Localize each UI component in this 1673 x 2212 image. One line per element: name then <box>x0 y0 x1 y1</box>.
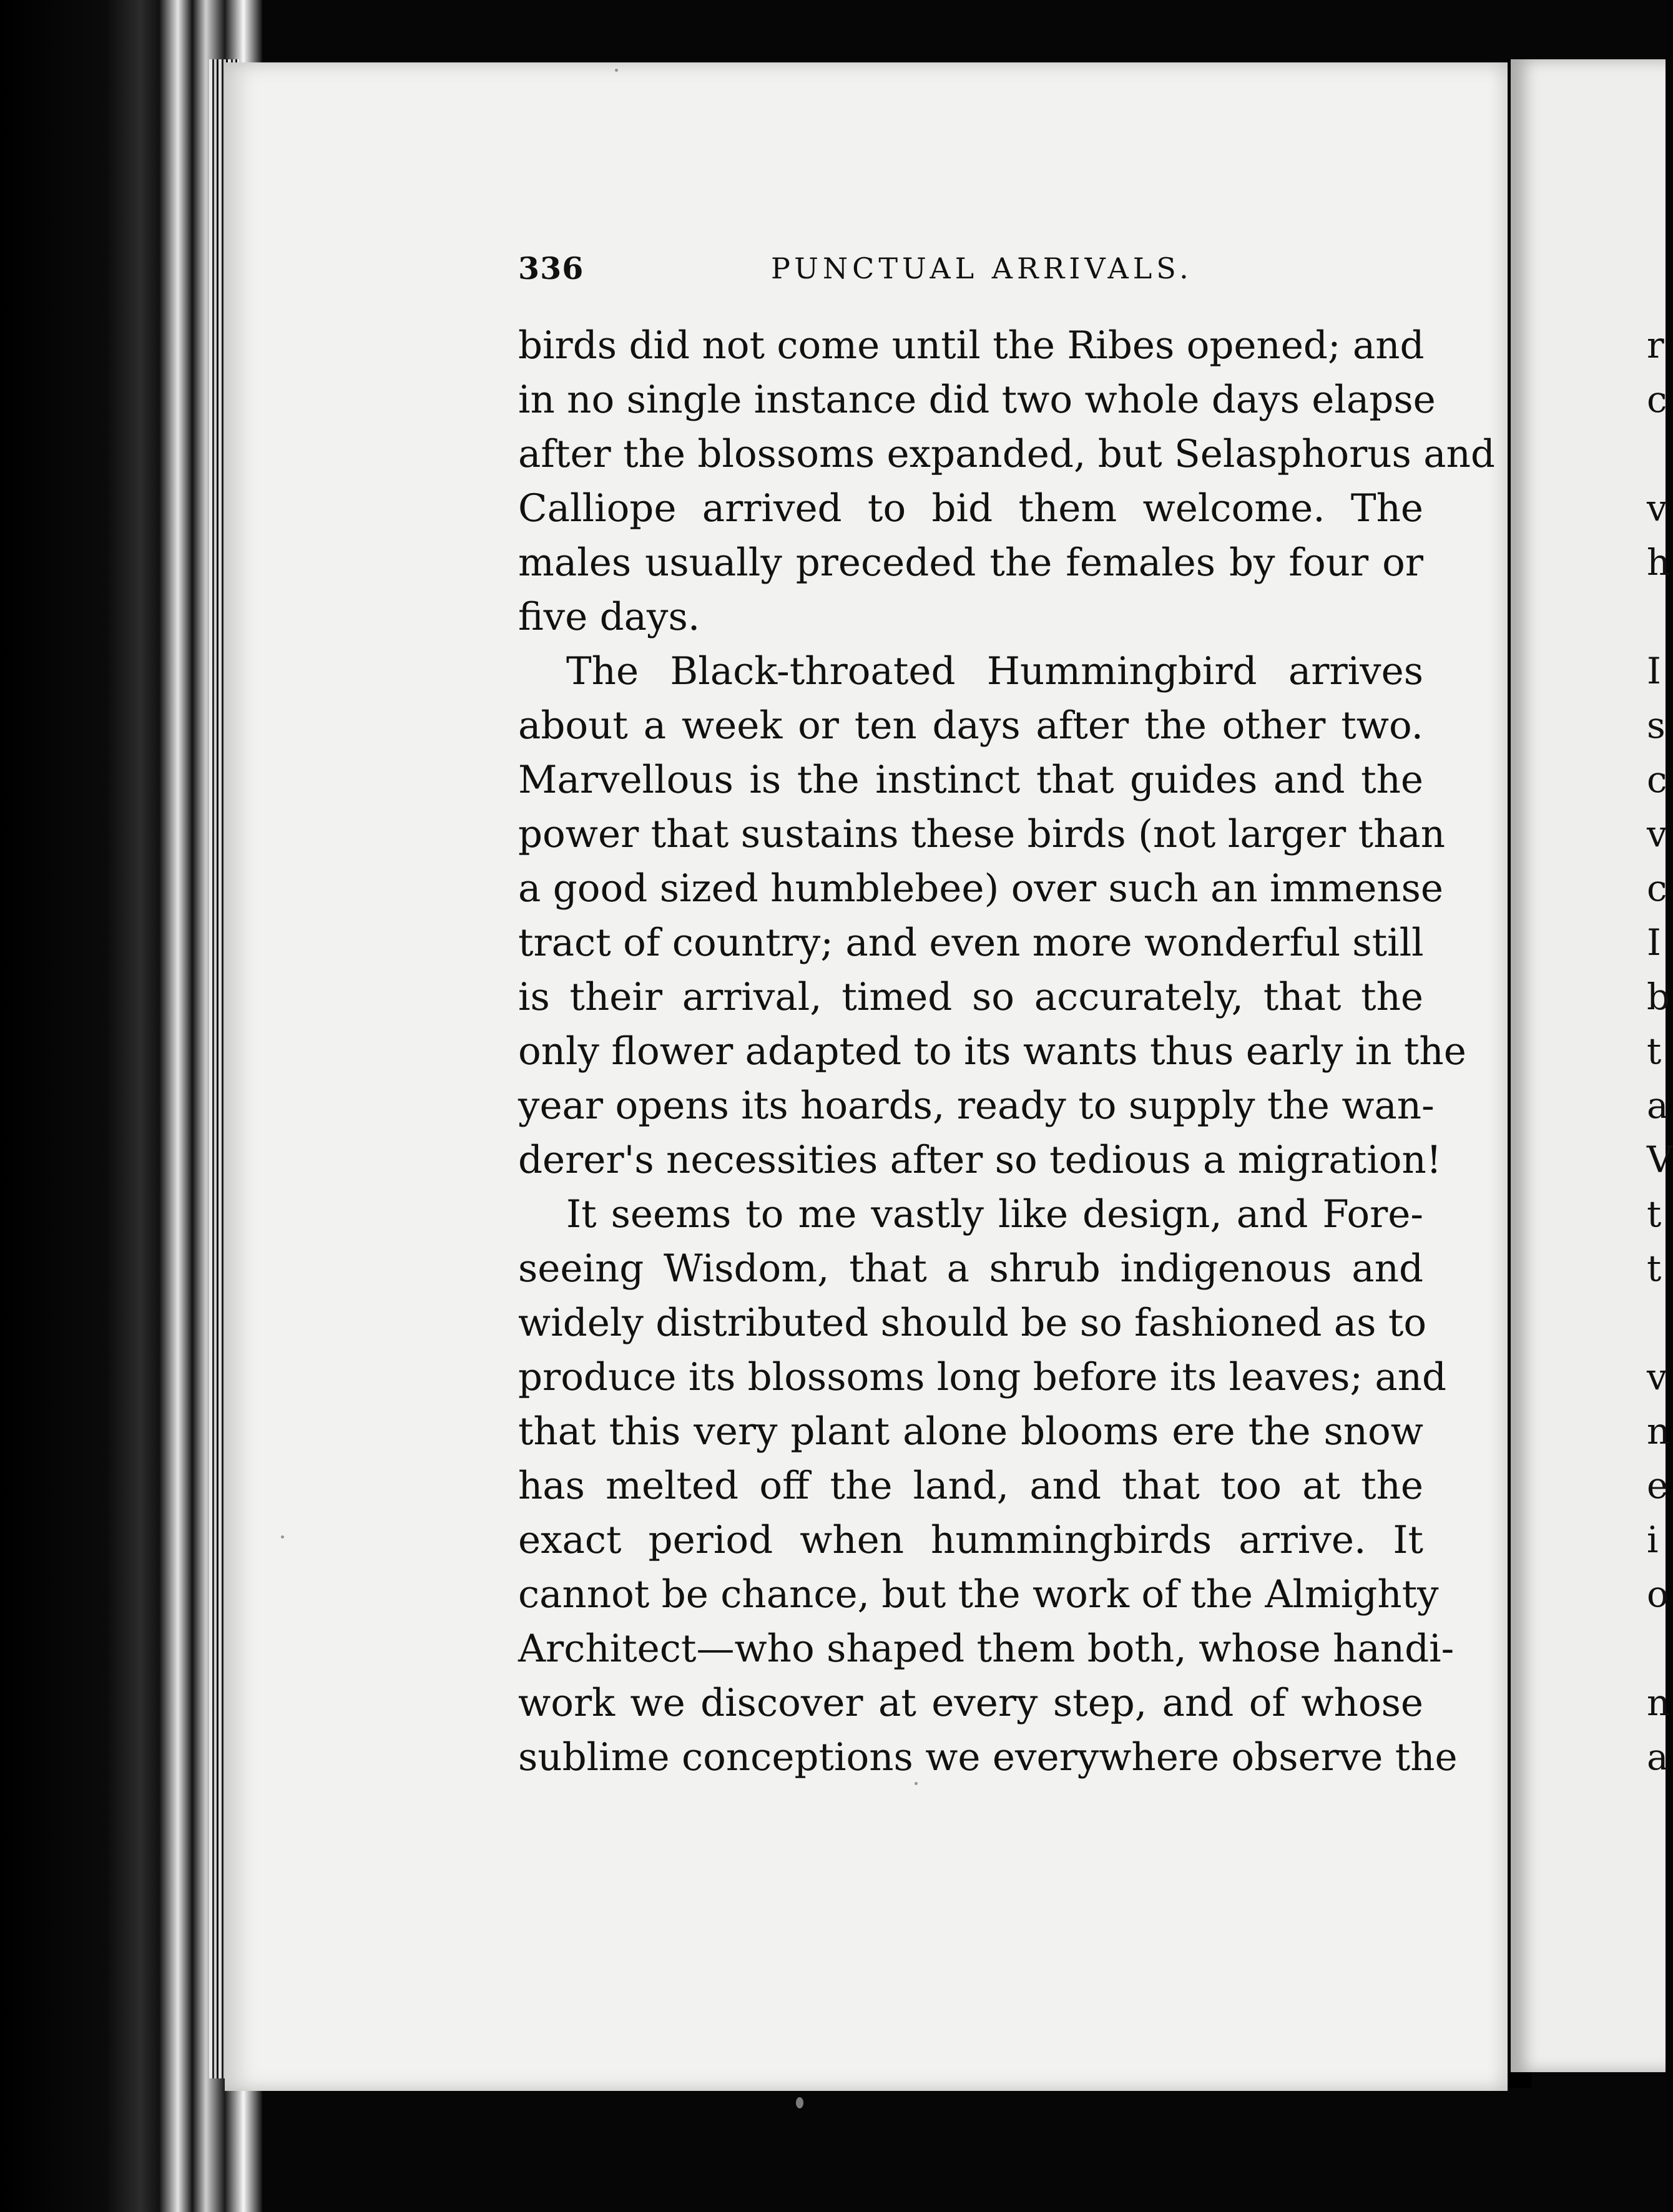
text-line: power that sustains these birds (not larger than <box>518 812 1446 856</box>
text-line: after the blossoms expanded, but Selasphorus and <box>518 432 1495 476</box>
right-page-fragment: v <box>1647 813 1667 855</box>
right-page-fragment: r <box>1647 324 1664 366</box>
right-page-fragment: i <box>1647 1519 1659 1561</box>
right-page-fragment: t <box>1647 1193 1662 1235</box>
text-line: tract of country; and even more wonderful still <box>518 921 1424 965</box>
running-title: PUNCTUAL ARRIVALS. <box>771 252 1193 285</box>
text-line: Marvellous is the instinct that guides and the <box>518 758 1423 802</box>
right-page-fragment: b <box>1647 976 1671 1018</box>
text-line: seeing Wisdom, that a shrub indigenous and <box>518 1246 1423 1291</box>
text-line: about a week or ten days after the other two. <box>518 703 1423 748</box>
right-page-fragment: v <box>1647 1356 1667 1398</box>
scan-dust-mark <box>281 1535 284 1539</box>
text-line: year opens its hoards, ready to supply the wan- <box>518 1084 1435 1128</box>
text-line: males usually preceded the females by four or <box>518 541 1423 585</box>
page-header <box>518 243 1405 293</box>
right-page-fragment: c <box>1647 867 1667 909</box>
text-line: Calliope arrived to bid them welcome. The <box>518 486 1423 531</box>
text-line: Architect—who shaped them both, whose handi- <box>518 1627 1455 1671</box>
right-page-fragment: c <box>1647 758 1667 801</box>
right-page-fragment: e <box>1647 1464 1669 1507</box>
right-page-fragment: V <box>1647 1138 1673 1181</box>
text-line: only flower adapted to its wants thus early in the <box>518 1029 1466 1074</box>
right-page-fragment <box>1647 1622 1666 1676</box>
text-line: cannot be chance, but the work of the Almighty <box>518 1572 1439 1617</box>
right-page-text-fragments <box>1647 318 1673 1784</box>
scan-dust-mark <box>615 69 618 72</box>
text-line: sublime conceptions we everywhere observe the <box>518 1735 1458 1779</box>
right-page-fragment: v <box>1647 487 1667 529</box>
right-page-fragment: o <box>1647 1573 1669 1615</box>
book-text <box>518 318 1495 1784</box>
right-page-fragment: s <box>1647 704 1666 746</box>
right-page-fragment: a <box>1647 1084 1669 1127</box>
text-line: that this very plant alone blooms ere the snow <box>518 1409 1423 1454</box>
paragraph-first-line: It seems to me vastly like design, and Fore- <box>566 1192 1423 1236</box>
right-page-fragment: n <box>1647 1681 1671 1724</box>
right-page-fragment: t <box>1647 1247 1662 1290</box>
right-page-fragment: t <box>1647 1030 1662 1072</box>
right-page-fragment: h <box>1647 541 1671 584</box>
text-line: widely distributed should be so fashioned as to <box>518 1301 1427 1345</box>
right-page-fragment <box>1647 427 1666 481</box>
scan-mark <box>796 2097 803 2108</box>
paragraph-first-line: The Black-throated Hummingbird arrives <box>566 649 1423 693</box>
page-number: 336 <box>518 250 584 286</box>
right-page-fragment: a <box>1647 1736 1669 1778</box>
text-line: produce its blossoms long before its leaves; and <box>518 1355 1447 1399</box>
text-line: derer's necessities after so tedious a migration! <box>518 1138 1442 1182</box>
text-line: in no single instance did two whole days elapse <box>518 378 1436 422</box>
text-line: exact period when hummingbirds arrive. It <box>518 1518 1423 1562</box>
text-line: birds did not come until the Ribes opened; and <box>518 323 1425 368</box>
right-page-fragment: I <box>1647 921 1661 964</box>
text-line: a good sized humblebee) over such an immense <box>518 866 1443 911</box>
right-page-fragment: I <box>1647 650 1661 692</box>
right-page-fragment: c <box>1647 378 1667 421</box>
right-page-fragment <box>1647 1296 1666 1350</box>
text-line: is their arrival, timed so accurately, that the <box>518 975 1423 1019</box>
right-book-page-fragment <box>1511 59 1673 2072</box>
text-line: work we discover at every step, and of whose <box>518 1681 1423 1725</box>
right-page-fragment <box>1647 590 1666 644</box>
right-page-fragment: n <box>1647 1410 1671 1452</box>
text-line: has melted off the land, and that too at the <box>518 1464 1423 1508</box>
text-line: five days. <box>518 595 700 639</box>
